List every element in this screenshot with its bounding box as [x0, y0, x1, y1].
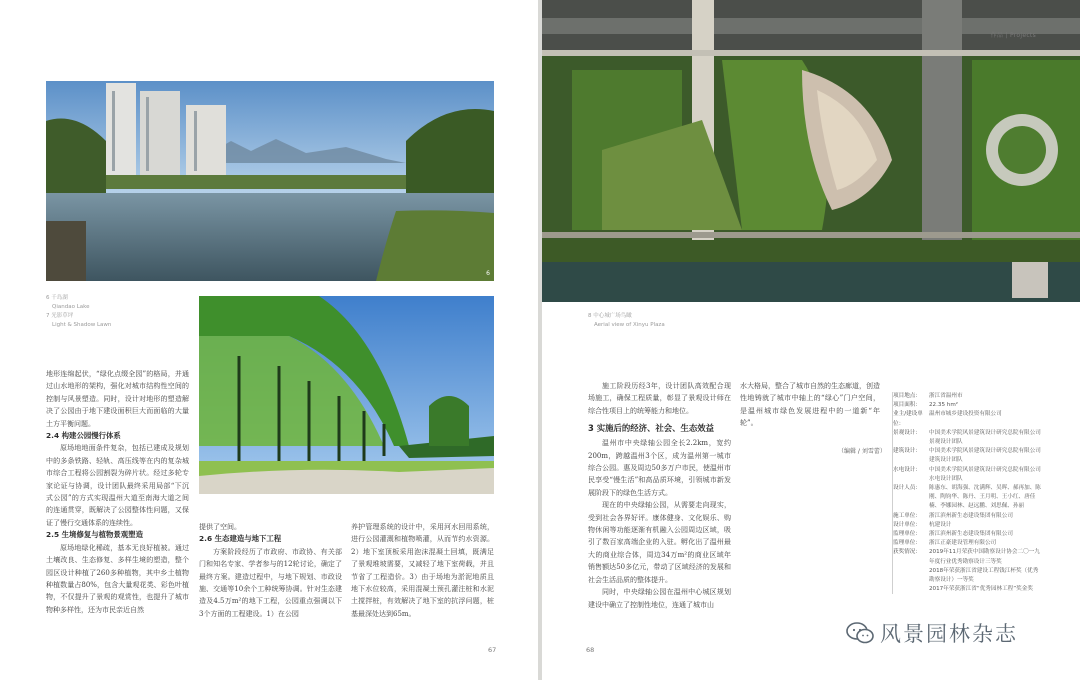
credit-value: 浙江滨州新生态建设集团有限公司	[929, 512, 1013, 519]
heading-2-6: 2.6 生态建造与地下工程	[199, 534, 282, 544]
caption-7: 7 光影草坪	[46, 313, 74, 319]
credit-value: 中国美术学院风景建筑设计研究总院有限公司水电设计团队	[929, 466, 1041, 482]
credit-value: 浙江省温州市	[929, 393, 963, 399]
credit-row	[893, 585, 1043, 594]
credit-value: 浙江滨州新生态建设集团有限公司	[929, 531, 1013, 538]
wechat-icon	[846, 622, 874, 644]
magazine-watermark	[846, 618, 1018, 648]
credit-value: 陈惠东、胡海强、沈满辉、吴晖、郝再加、陈刚、陶钧华、陈丹、王月明、王小红、唐佳楠、李娜园林、赵远鹏、刘思佩、孙丽	[929, 485, 1041, 510]
credit-row	[893, 401, 1043, 410]
paragraph: 现在的中央绿轴公园，从需要走向现实，受到社会各界好评。康体健身、文化娱乐、购物休闲等功能逐渐有机融入公园周边区域，吸引了数百家高端企业的入驻。孵化出了温州最大的商业综合体，周边34万m²的商业区域年销售额达50多亿元，带动了区域经济的发展和社会生活品质的整体提升。	[588, 501, 731, 584]
editor-credit: （编辑 / 刘雪蕾）	[838, 448, 886, 455]
credit-key: 项目地点：	[893, 393, 921, 399]
credit-key: 设计人员：	[893, 485, 921, 492]
paragraph: 原场地地面条件复杂，包括已建成及规划中的多条铁路、轻轨、高压线等在内的复杂城市综合工程将公园割裂为碎片状。经过多轮专家论证与协调，设计团队最终采用局部“下沉式公园”的方式实现温州大道至南海大道之间的连通贯穿，既解决了公园整体性问题，又保证了慢行交通体系的连续性。	[46, 444, 189, 527]
credit-key: 获奖情况：	[893, 549, 921, 556]
left-page	[0, 0, 538, 680]
credit-key: 监理单位：	[893, 531, 921, 538]
credit-value: 2019年11月荣获中国勘察设计协会二〇一九年度行业优秀勘察设计三等奖	[929, 549, 1040, 565]
credit-value: 杭建设计	[929, 521, 952, 528]
paragraph: 同时，中央绿轴公园在温州中心城区规划建设中确立了控制性地位，连通了城市山	[588, 588, 731, 609]
credit-value: 22.35 hm²	[929, 402, 959, 409]
credit-key: 监理单位：	[893, 540, 921, 547]
project-credits	[892, 392, 1043, 594]
credit-row	[893, 548, 1043, 566]
credit-key: 业主/建设单位：	[893, 411, 923, 427]
watermark-text: 风景园林杂志	[880, 622, 1018, 646]
credit-row	[893, 410, 1043, 428]
left-column-2	[199, 521, 342, 620]
credit-row	[893, 539, 1043, 548]
pergola-illustration	[199, 296, 494, 494]
aerial-illustration	[542, 0, 1080, 302]
credit-key	[893, 567, 929, 585]
credit-row	[893, 466, 1043, 484]
credit-value: 2017年荣获浙江省“优秀园林工程”奖金奖	[929, 586, 1033, 593]
credit-row	[893, 567, 1043, 585]
credit-row	[893, 392, 1043, 401]
credit-key: 水电设计：	[893, 466, 921, 473]
caption-8-en: Aerial view of Xinyu Plaza	[594, 322, 665, 328]
credit-row	[893, 447, 1043, 465]
caption-6-en: Qiandao Lake	[52, 304, 90, 310]
credit-value: 中国美术学院风景建筑设计研究总院有限公司景观设计团队	[929, 429, 1041, 446]
left-captions	[46, 294, 111, 330]
right-caption	[588, 312, 665, 330]
credit-key	[893, 585, 929, 594]
paragraph: 养护管理系统的设计中，采用河水回用系统，进行公园灌溉和植物喷灌，从而节约水资源。2）地下室顶板采用泡沫混凝土回填，既满足了景观堆坡需要，又减轻了地下室荷载，并且节省了工程造价。3）由于场地为淤泥地质且地下水位较高，采用混凝土预孔灌注桩和水泥土搅拌桩，有效解决了地下室的抗浮问题，桩基最深处达到65m。	[351, 523, 494, 618]
page-number-left: 67	[488, 646, 497, 654]
paragraph: 提供了空间。	[199, 523, 241, 531]
credit-row	[893, 530, 1043, 539]
section-header: 作品 | Projects	[990, 32, 1036, 39]
credit-value: 浙江正豪建设管理有限公司	[929, 540, 997, 547]
photo-light-shadow-lawn	[199, 296, 494, 494]
paragraph: 温州市中央绿轴公园全长2.2km，宽约200m，跨越温州3个区，成为温州第一城市综合公园。惠及周边50多万户市民，使温州市民享受“慢生活”和高品质环境，引领城市新发展阶段下的绿色生活方式。	[588, 439, 731, 497]
paragraph: 施工阶段历经3年，设计团队高效配合现场施工，确保工程质量，彰显了景观设计师在综合性项目上的统筹能力和地位。	[588, 382, 731, 415]
credit-value: 温州市城乡建设投资有限公司	[929, 411, 1002, 418]
credit-row	[893, 484, 1043, 512]
heading-2-5: 2.5 生境修复与植物景观塑造	[46, 530, 143, 540]
caption-6: 6 千岛湖	[46, 295, 68, 301]
right-column-2	[740, 380, 880, 430]
paragraph: 原场地绿化稀疏，基本无良好植被。通过土壤改良、生态修复、多样生境的塑造，整个园区设计种植了260多种植物，其中乡土植物种植数量占80%，包含大量观花类、彩色叶植物，不仅提升了景观的观赏性，也提升了城市物种多样性，还为市民亲近自然	[46, 543, 189, 614]
credit-row	[893, 512, 1043, 521]
credit-row	[893, 521, 1043, 530]
lake-illustration	[46, 81, 494, 281]
left-column-3	[351, 521, 494, 620]
photo-number-6: 6	[486, 270, 490, 277]
paragraph: 水大格局，整合了城市自然的生态廊道，创造性地铸就了城市中轴上的“绿心”门户空间，是温州城市绿色发展进程中的一道新“年轮”。	[740, 382, 880, 428]
credit-value: 中国美术学院风景建筑设计研究总院有限公司建筑设计团队	[929, 448, 1041, 464]
credit-key: 施工单位：	[893, 512, 921, 519]
credit-value: 2018年荣获浙江省建设工程钱江杯奖（优秀勘察设计）一等奖	[929, 567, 1039, 584]
paragraph: 方案阶段经历了市政府、市政协、有关部门和知名专家、学者参与的12轮讨论，确定了最终方案。建造过程中，与地下规划、市政设施、交通等10余个工种统筹协调。针对生态建造及4.5万m²的地下工程，公园重点强调以下3个方面的工程建设。1）在公园	[199, 547, 342, 618]
caption-7-en: Light & Shadow Lawn	[52, 322, 112, 328]
caption-8: 8 中心城广场鸟瞰	[588, 313, 632, 319]
credit-key: 项目面积：	[893, 402, 921, 409]
credit-key: 景观设计：	[893, 429, 921, 436]
heading-2-4: 2.4 构建公园慢行体系	[46, 431, 121, 441]
right-column-1	[588, 380, 731, 611]
paragraph: 地形连绵起伏，“绿化点缀全园”的格局，并通过山水地形的架构，强化对城市结构性空间的控制与风景塑造。同时，设计对地形的塑造解决了公园由于地下建设面积巨大而面临的大量土方平衡问题。	[46, 370, 189, 428]
left-column-1	[46, 368, 189, 616]
photo-qiandao-lake	[46, 81, 494, 281]
credit-key: 设计单位：	[893, 521, 921, 528]
credit-key: 建筑设计：	[893, 448, 921, 455]
photo-aerial-plaza	[542, 0, 1080, 302]
credit-row	[893, 429, 1043, 447]
heading-3: 3 实施后的经济、社会、生态效益	[588, 423, 714, 434]
page-number-right: 68	[586, 646, 595, 654]
